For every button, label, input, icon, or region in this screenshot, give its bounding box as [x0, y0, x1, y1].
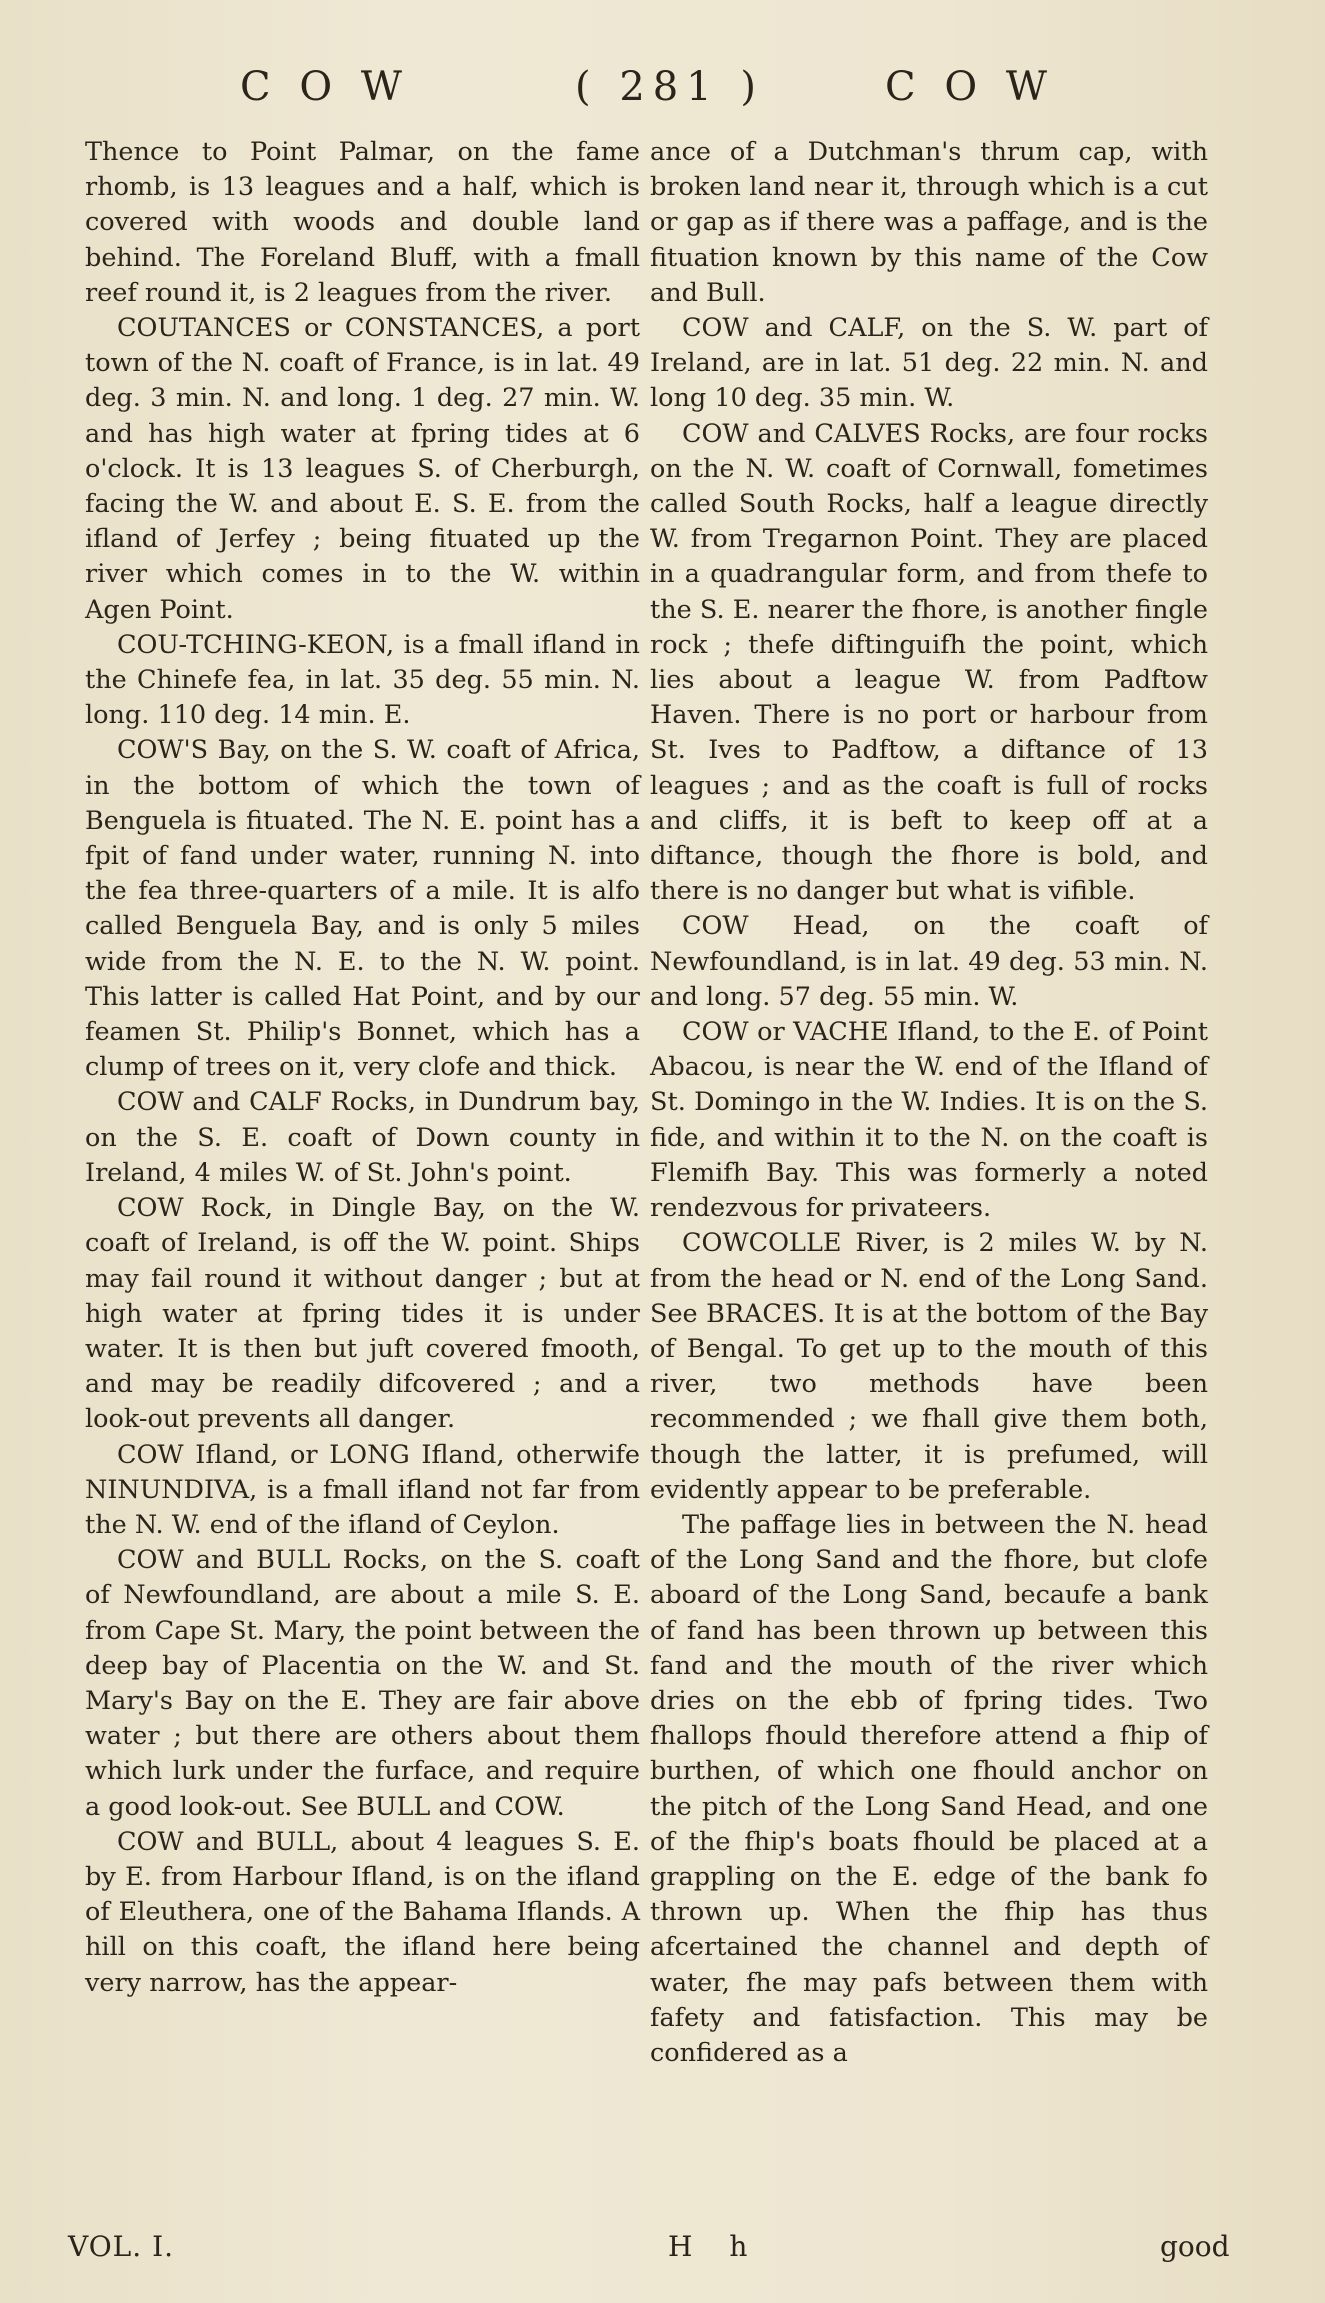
entry-paragraph: COW'S Bay, on the S. W. coaft of Africa, in the bottom of which the town of Benguela is fituated. The N. E. point has a fpit of fand under water, running N. into the fea three-quarters of a mile. It is alfo called Benguela Bay, and is only 5 miles wide from the N. E. to the N. W. point. This latter is called Hat Point, and by our feamen St. Philip's Bonnet, which has a clump of trees on it, very clofe and thick.: [85, 735, 640, 1083]
entry-paragraph: COW and CALVES Rocks, are four rocks on the N. W. coaft of Cornwall, fometimes called South Rocks, half a league directly W. from Tregarnon Point. They are placed in a quadrangular form, and from thefe to the S. E. nearer the fhore, is another fingle rock ; thefe diftinguifh the point, which lies about a league W. from Padftow Haven. There is no port or harbour from St. Ives to Padftow, a diftance of 13 leagues ; and as the coaft is full of rocks and cliffs, it is beft to keep off at a diftance, though the fhore is bold, and there is no danger but what is vifible.: [650, 418, 1208, 907]
signature-mark: H h: [668, 2230, 762, 2263]
entry-paragraph: COW and BULL Rocks, on the S. coaft of Newfoundland, are about a mile S. E. from Cape St. Mary, the point between the deep bay of Placentia on the W. and St. Mary's Bay on the E. They are fair above water ; but there are others about them which lurk under the furface, and require a good look-out. See BULL and COW.: [85, 1545, 640, 1822]
page-footer: [0, 2227, 1325, 2267]
entry-paragraph: COU-TCHING-KEON, is a fmall ifland in the Chinefe fea, in lat. 35 deg. 55 min. N. long. 110 deg. 14 min. E.: [85, 629, 640, 731]
left-headword: C O W: [240, 64, 410, 110]
entry-paragraph: The paffage lies in between the N. head of the Long Sand and the fhore, but clofe aboard of the Long Sand, becaufe a bank of fand has been thrown up between this fand and the mouth of the river which dries on the ebb of fpring tides. Two fhallops fhould therefore attend a fhip of burthen, of which one fhould anchor on the pitch of the Long Sand Head, and one of the fhip's boats fhould be placed at a grappling on the E. edge of the bank fo thrown up. When the fhip has thus afcertained the channel and depth of water, fhe may pafs between them with fafety and fatisfaction. This may be confidered as a: [650, 1509, 1208, 2068]
page-number: ( 281 ): [575, 64, 764, 110]
volume-label: VOL. I.: [68, 2230, 175, 2263]
entry-paragraph: COW and BULL, about 4 leagues S. E. by E. from Harbour Ifland, is on the ifland of Eleuthera, one of the Bahama Iflands. A hill on this coaft, the ifland here being very narrow, has the appear-: [85, 1826, 640, 1998]
right-column: [650, 135, 1208, 2071]
entry-paragraph: Thence to Point Palmar, on the fame rhomb, is 13 leagues and a half, which is covered with woods and double land behind. The Foreland Bluff, with a fmall reef round it, is 2 leagues from the river.: [85, 137, 640, 308]
right-headword: C O W: [885, 64, 1055, 110]
catchword: good: [1160, 2230, 1230, 2263]
left-column: [85, 135, 640, 2001]
entry-paragraph: COW Rock, in Dingle Bay, on the W. coaft of Ireland, is off the W. point. Ships may fail round it without danger ; but at high water at fpring tides it is under water. It is then but juft covered fmooth, and may be readily difcovered ; and a look-out prevents all danger.: [85, 1193, 640, 1435]
entry-paragraph: COW or VACHE Ifland, to the E. of Point Abacou, is near the W. end of the Ifland of St. Domingo in the W. Indies. It is on the S. fide, and within it to the N. on the coaft is Flemifh Bay. This was formerly a noted rendezvous for privateers.: [650, 1017, 1208, 1224]
running-header: [0, 62, 1325, 112]
entry-paragraph: COUTANCES or CONSTANCES, a port town of the N. coaft of France, is in lat. 49 deg. 3 min. N. and long. 1 deg. 27 min. W. and has high water at fpring tides at 6 o'clock. It is 13 leagues S. of Cherburgh, facing the W. and about E. S. E. from the ifland of Jerfey ; being fituated up the river which comes in to the W. within Agen Point.: [85, 313, 640, 625]
entry-paragraph: COW and CALF Rocks, in Dundrum bay, on the S. E. coaft of Down county in Ireland, 4 miles W. of St. John's point.: [85, 1087, 640, 1188]
entry-continuation: ance of a Dutchman's thrum cap, with broken land near it, through which is a cut or gap as if there was a paffage, and is the fituation known by this name of the Cow and Bull.: [650, 137, 1208, 308]
entry-paragraph: COW Ifland, or LONG Ifland, otherwife NINUNDIVA, is a fmall ifland not far from the N. W. end of the ifland of Ceylon.: [85, 1439, 640, 1540]
entry-paragraph: COWCOLLE River, is 2 miles W. by N. from the head or N. end of the Long Sand. See BRACES. It is at the bottom of the Bay of Bengal. To get up to the mouth of this river, two methods have been recommended ; we fhall give them both, though the latter, it is prefumed, will evidently appear to be preferable.: [650, 1228, 1208, 1505]
entry-paragraph: COW and CALF, on the S. W. part of Ireland, are in lat. 51 deg. 22 min. N. and long 10 deg. 35 min. W.: [650, 313, 1208, 414]
entry-paragraph: COW Head, on the coaft of Newfoundland, is in lat. 49 deg. 53 min. N. and long. 57 deg. 55 min. W.: [650, 911, 1208, 1012]
